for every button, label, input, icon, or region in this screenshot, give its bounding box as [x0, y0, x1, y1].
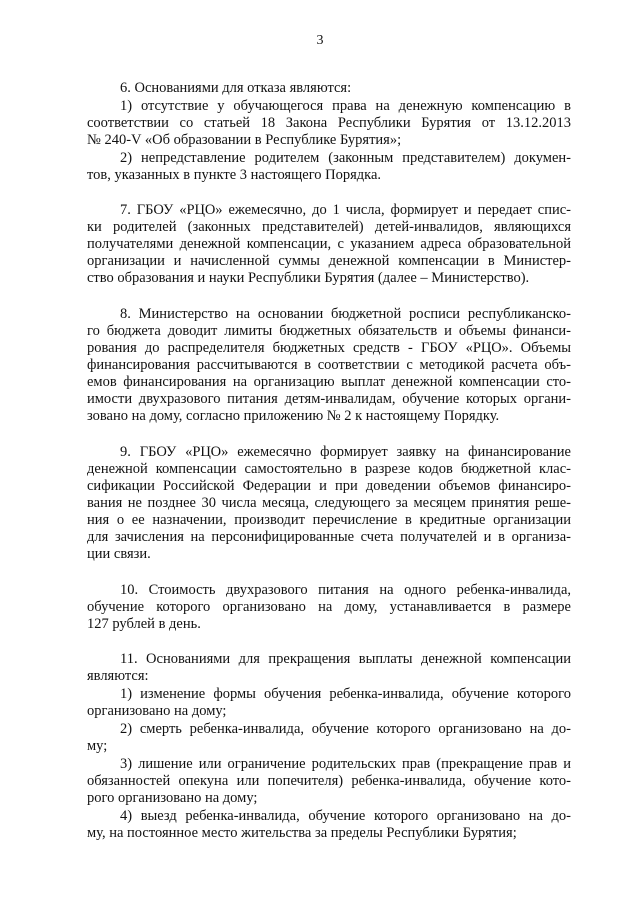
paragraph-9-line: сификации Российской Федерации и при доведении объемов финансиро-	[87, 478, 571, 494]
paragraph-9-line: ния о ее назначении, производит перечисление в кредитные организации	[87, 512, 571, 528]
paragraph-6-line: 1) отсутствие у обучающегося права на денежную компенсацию в	[120, 98, 571, 114]
paragraph-8-line: зовано на дому, согласно приложению № 2 к настоящему Порядку.	[87, 408, 500, 424]
paragraph-7-line: 7. ГБОУ «РЦО» ежемесячно, до 1 числа, формирует и передает спис-	[120, 202, 571, 218]
paragraph-10-line: обучение которого организовано на дому, устанавливается в размере	[87, 599, 571, 615]
paragraph-11-line: 3) лишение или ограничение родительских прав (прекращение прав и	[120, 756, 571, 772]
paragraph-7-line: организации и начисленной суммы денежной компенсации в Министер-	[87, 253, 571, 269]
paragraph-7-line: ство образования и науки Республики Бурятия (далее – Министерство).	[87, 270, 530, 286]
paragraph-9-line: вания не позднее 30 числа месяца, следующего за месяцем принятия реше-	[87, 495, 571, 511]
paragraph-9-line: для зачисления на персонифицированные счета получателей и в организа-	[87, 529, 571, 545]
paragraph-8-line: емов финансирования на организацию выплат денежной компенсации сто-	[87, 374, 571, 390]
paragraph-11-line: организовано на дому;	[87, 703, 227, 719]
paragraph-11-line: рого организовано на дому;	[87, 790, 258, 806]
paragraph-7-line: получателями денежной компенсации, с указанием адреса образовательной	[87, 236, 571, 252]
paragraph-11-line: 1) изменение формы обучения ребенка-инвалида, обучение которого	[120, 686, 571, 702]
paragraph-6-line: тов, указанных в пункте 3 настоящего Порядка.	[87, 167, 382, 183]
paragraph-8-line: рования до распределителя бюджетных средств - ГБОУ «РЦО». Объемы	[87, 340, 571, 356]
paragraph-11-line: 2) смерть ребенка-инвалида, обучение которого организовано на до-	[120, 721, 571, 737]
paragraph-9-line: денежной компенсации самостоятельно в разрезе кодов бюджетной клас-	[87, 461, 571, 477]
paragraph-9-line: 9. ГБОУ «РЦО» ежемесячно формирует заявку на финансирование	[120, 444, 571, 460]
paragraph-6-line: № 240-V «Об образовании в Республике Бурятия»;	[87, 132, 402, 148]
paragraph-8-line: финансирования рассчитываются в соответствии с методикой расчета объ-	[87, 357, 571, 373]
paragraph-10-line: 127 рублей в день.	[87, 616, 201, 632]
paragraph-11-line: 11. Основаниями для прекращения выплаты денежной компенсации	[120, 651, 571, 667]
paragraph-11-line: му;	[87, 738, 108, 754]
paragraph-8-line: го бюджета доводит лимиты бюджетных обязательств и объемы финанси-	[87, 323, 571, 339]
paragraph-11-line: му, на постоянное место жительства за пределы Республики Бурятия;	[87, 825, 517, 841]
paragraph-6-line: соответствии со статьей 18 Закона Республики Бурятия от 13.12.2013	[87, 115, 571, 131]
paragraph-8-line: 8. Министерство на основании бюджетной росписи республиканско-	[120, 306, 571, 322]
page-number: 3	[316, 33, 324, 48]
paragraph-10-line: 10. Стоимость двухразового питания на одного ребенка-инвалида,	[120, 582, 571, 598]
paragraph-7-line: ки родителей (законных представителей) детей-инвалидов, являющихся	[87, 219, 571, 235]
paragraph-11-line: являются:	[87, 668, 149, 684]
paragraph-11-line: 4) выезд ребенка-инвалида, обучение которого организовано на до-	[120, 808, 571, 824]
paragraph-11-line: обязанностей опекуна или попечителя) ребенка-инвалида, обучение кото-	[87, 773, 571, 789]
paragraph-6-line: 6. Основаниями для отказа являются:	[120, 80, 352, 96]
paragraph-9-line: ции связи.	[87, 546, 151, 562]
paragraph-6-line: 2) непредставление родителем (законным представителем) докумен-	[120, 150, 571, 166]
paragraph-8-line: имости двухразового питания детям-инвалидам, обучение которых органи-	[87, 391, 571, 407]
